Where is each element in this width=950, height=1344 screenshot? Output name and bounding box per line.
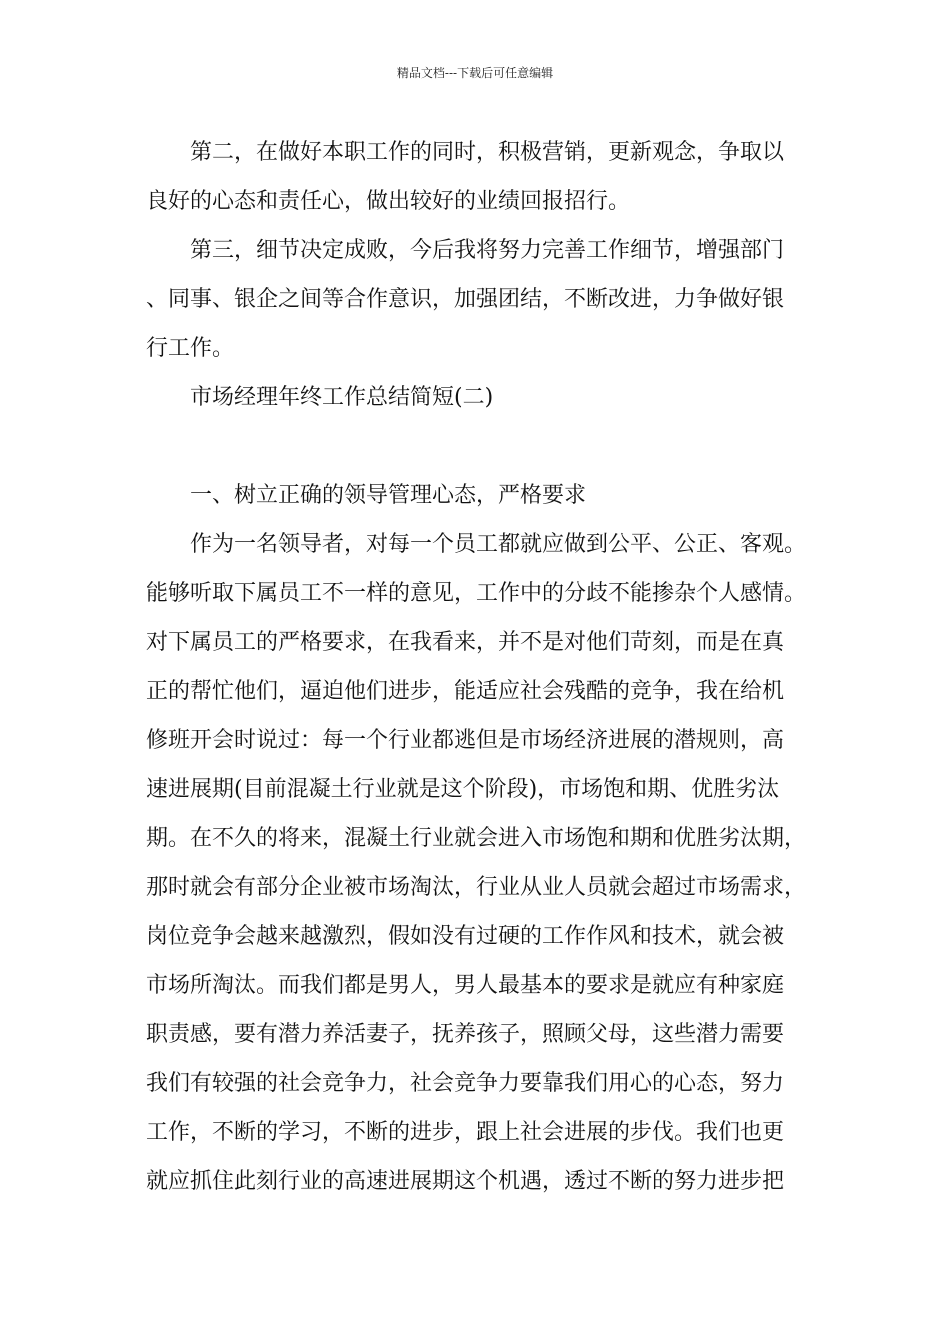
paragraph-line: 就应抓住此刻行业的高速进展期这个机遇，透过不断的努力进步把 [146,1169,785,1194]
section-title: 市场经理年终工作总结简短(二) [190,385,494,410]
paragraph-line: 速进展期(目前混凝土行业就是这个阶段)，市场饱和期、优胜劣汰 [146,777,780,802]
section-heading: 一、树立正确的领导管理心态，严格要求 [190,483,587,508]
paragraph-line: 能够听取下属员工不一样的意见，工作中的分歧不能掺杂个人感情。 [146,581,807,606]
paragraph-line: 我们有较强的社会竞争力，社会竞争力要靠我们用心的心态，努力 [146,1071,785,1096]
page-header: 精品文档---下载后可任意编辑 [396,66,554,80]
paragraph-line: 那时就会有部分企业被市场淘汰，行业从业人员就会超过市场需求， [146,875,807,900]
paragraph-line: 正的帮忙他们，逼迫他们进步，能适应社会残酷的竞争，我在给机 [146,679,785,704]
paragraph-line: 市场所淘汰。而我们都是男人，男人最基本的要求是就应有种家庭 [146,973,785,998]
paragraph-line: 行工作。 [146,336,235,361]
paragraph-line: 第三，细节决定成败，今后我将努力完善工作细节，增强部门 [190,238,785,263]
paragraph-line: 、同事、银企之间等合作意识，加强团结，不断改进，力争做好银 [146,287,785,312]
paragraph-line: 期。在不久的将来，混凝土行业就会进入市场饱和期和优胜劣汰期， [146,826,807,851]
paragraph-line: 对下属员工的严格要求，在我看来，并不是对他们苛刻，而是在真 [146,630,785,655]
paragraph-line: 岗位竞争会越来越激烈，假如没有过硬的工作作风和技术，就会被 [146,924,785,949]
paragraph-line: 良好的心态和责任心，做出较好的业绩回报招行。 [146,189,631,214]
paragraph-line: 第二，在做好本职工作的同时，积极营销，更新观念，争取以 [190,140,785,165]
paragraph-line: 修班开会时说过：每一个行业都逃但是市场经济进展的潜规则，高 [146,728,785,753]
paragraph-line: 工作，不断的学习，不断的进步，跟上社会进展的步伐。我们也更 [146,1120,785,1145]
paragraph-line: 作为一名领导者，对每一个员工都就应做到公平、公正、客观。 [190,532,807,557]
paragraph-line: 职责感，要有潜力养活妻子，抚养孩子，照顾父母，这些潜力需要 [146,1022,785,1047]
